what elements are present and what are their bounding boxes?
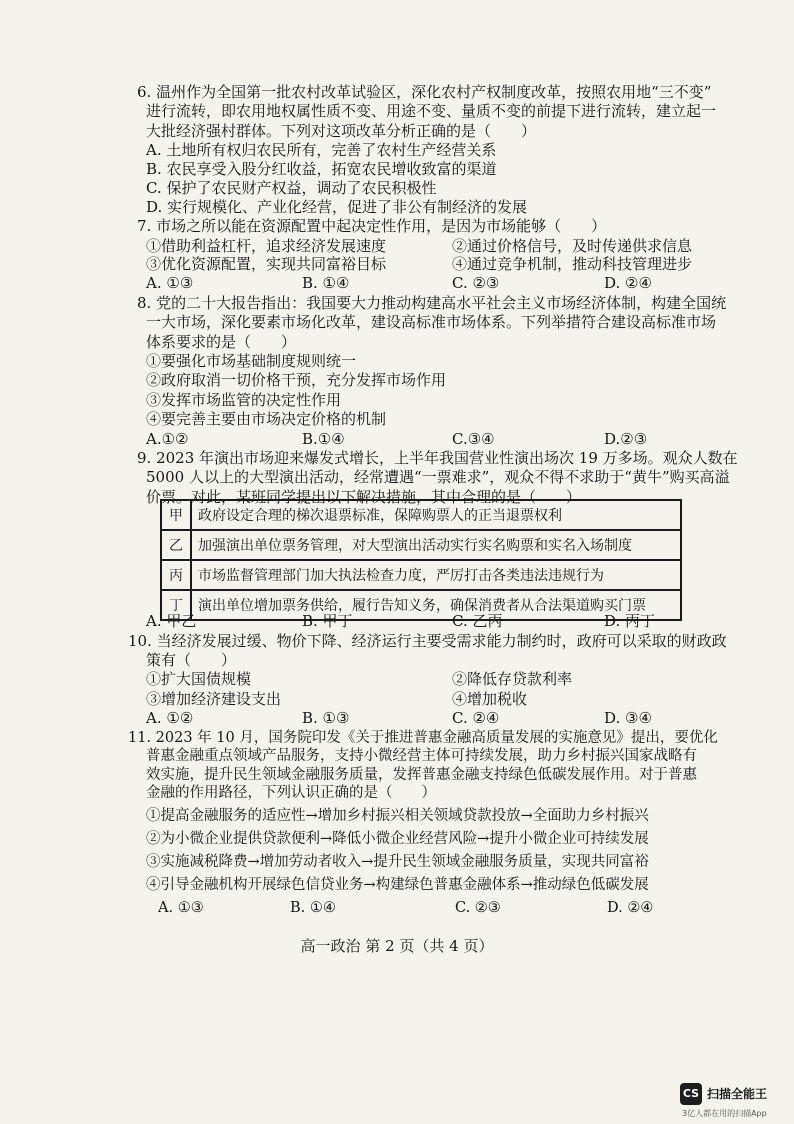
question-9-table — [160, 499, 682, 621]
page-footer: 高一政治 第 2 页（共 4 页） — [300, 937, 494, 955]
question-6-option-a: A. 土地所有权归农民所有，完善了农村生产经营关系 — [146, 141, 497, 159]
question-11-option-d: D. ②④ — [607, 900, 654, 916]
table-text: 政府设定合理的梯次退票标准，保障购票人的正当退票权利 — [191, 500, 681, 530]
question-11-stem-line-2: 普惠金融重点领域产品服务，支持小微经营主体可持续发展，助力乡村振兴国家战略有 — [146, 748, 697, 764]
question-7-item-2: ②通过价格信号，及时传递供求信息 — [452, 237, 693, 255]
question-9-option-a: A. 甲乙 — [146, 612, 197, 630]
question-10-option-b: B. ①③ — [302, 709, 350, 727]
camscanner-logo-icon: CS — [680, 1083, 702, 1105]
question-9-stem-line-3: 价票。对此，某班同学提出以下解决措施，其中合理的是（ ） — [146, 488, 582, 506]
question-10-option-a: A. ①② — [146, 709, 194, 727]
question-8-option-c: C.③④ — [452, 430, 495, 448]
question-10-option-d: D. ③④ — [604, 709, 652, 727]
question-11-item-1: ①提高金融服务的适应性→增加乡村振兴相关领域贷款投放→全面助力乡村振兴 — [146, 808, 649, 824]
question-8-stem-line-3: 体系要求的是（ ） — [146, 333, 297, 351]
question-6-stem-line-2: 进行流转，即农用地权属性质不变、用途不变、量质不变的前提下进行流转，建立起一 — [146, 102, 717, 120]
table-row — [161, 590, 681, 620]
question-8-option-a: A.①② — [146, 430, 189, 448]
question-7-item-4: ④通过竞争机制，推动科技管理进步 — [452, 255, 693, 273]
table-text: 市场监督管理部门加大执法检查力度，严厉打击各类违法违规行为 — [191, 560, 681, 590]
question-10-item-1: ①扩大国债规模 — [146, 670, 252, 688]
table-row — [161, 500, 681, 530]
question-9-option-d: D. 丙丁 — [604, 612, 656, 630]
question-6-option-d: D. 实行规模化、产业化经营，促进了非公有制经济的发展 — [146, 198, 528, 216]
question-9-option-c: C. 乙丙 — [452, 612, 503, 630]
watermark-name: 扫描全能王 — [707, 1087, 768, 1101]
question-7-option-b: B. ①④ — [302, 274, 350, 292]
question-6-stem-line-3: 大批经济强村群体。下列对这项改革分析正确的是（ ） — [146, 122, 537, 140]
watermark-tagline: 3亿人都在用的扫描App — [682, 1109, 767, 1118]
question-7-item-1: ①借助利益杠杆，追求经济发展速度 — [146, 237, 387, 255]
table-key: 丙 — [161, 560, 191, 590]
question-9-stem-line-2: 5000 人以上的大型演出活动，经常遭遇“一票难求”，观众不得不求助于“黄牛”购买高溢 — [146, 468, 730, 486]
question-7-option-c: C. ②③ — [452, 274, 500, 292]
question-7-option-d: D. ②④ — [604, 274, 652, 292]
question-10-item-2: ②降低存贷款利率 — [452, 670, 573, 688]
question-6-option-c: C. 保护了农民财产权益，调动了农民积极性 — [146, 179, 437, 197]
question-8-item-1: ①要强化市场基础制度规则统一 — [146, 352, 357, 370]
question-10-item-4: ④增加税收 — [452, 690, 528, 708]
question-7-item-3: ③优化资源配置，实现共同富裕目标 — [146, 255, 387, 273]
question-7-stem: 7. 市场之所以能在资源配置中起决定性作用，是因为市场能够（ ） — [137, 217, 607, 235]
question-10-stem-line-1: 10. 当经济发展过缓、物价下降、经济运行主要受需求能力制约时，政府可以采取的财政政 — [128, 632, 727, 650]
question-8-item-2: ②政府取消一切价格干预，充分发挥市场作用 — [146, 371, 447, 389]
question-11-option-c: C. ②③ — [455, 900, 501, 916]
question-10-option-c: C. ②④ — [452, 709, 500, 727]
question-8-stem-line-1: 8. 党的二十大报告指出：我国要大力推动构建高水平社会主义市场经济体制，构建全国统 — [137, 294, 727, 312]
question-8-item-4: ④要完善主要由市场决定价格的机制 — [146, 410, 387, 428]
table-row — [161, 530, 681, 560]
question-6-stem-line-1: 6. 温州作为全国第一批农村改革试验区，深化农村产权制度改革，按照农用地“三不变” — [137, 83, 712, 101]
table-key: 丁 — [161, 590, 191, 620]
question-11-item-3: ③实施减税降费→增加劳动者收入→提升民生领域金融服务质量，实现共同富裕 — [146, 854, 649, 870]
question-8-stem-line-2: 一大市场，深化要素市场化改革，建设高标准市场体系。下列举措符合建设高标准市场 — [146, 313, 717, 331]
question-9-stem-line-1: 9. 2023 年演出市场迎来爆发式增长，上半年我国营业性演出场次 19 万多场。观众人数在 — [137, 449, 738, 467]
table-text: 加强演出单位票务管理，对大型演出活动实行实名购票和实名入场制度 — [191, 530, 681, 560]
table-row — [161, 560, 681, 590]
question-11-stem-line-1: 11. 2023 年 10 月，国务院印发《关于推进普惠金融高质量发展的实施意见》提出，要优化 — [128, 730, 718, 746]
question-11-option-a: A. ①③ — [158, 900, 204, 916]
question-8-option-d: D.②③ — [604, 430, 648, 448]
question-11-stem-line-3: 效实施，提升民生领域金融服务质量，发挥普惠金融支持绿色低碳发展作用。对于普惠 — [146, 767, 697, 783]
table-key: 乙 — [161, 530, 191, 560]
question-11-stem-line-4: 金融的作用路径，下列认识正确的是（ ） — [146, 785, 436, 801]
question-11-item-2: ②为小微企业提供贷款便利→降低小微企业经营风险→提升小微企业可持续发展 — [146, 831, 649, 847]
table-text: 演出单位增加票务供给，履行告知义务，确保消费者从合法渠道购买门票 — [191, 590, 681, 620]
question-7-option-a: A. ①③ — [146, 274, 194, 292]
question-11-option-b: B. ①④ — [290, 900, 336, 916]
question-9-option-b: B. 甲丁 — [302, 612, 353, 630]
question-8-option-b: B.①④ — [302, 430, 345, 448]
question-8-item-3: ③发挥市场监管的决定性作用 — [146, 391, 342, 409]
question-10-stem-line-2: 策有（ ） — [146, 651, 237, 669]
question-11-item-4: ④引导金融机构开展绿色信贷业务→构建绿色普惠金融体系→推动绿色低碳发展 — [146, 877, 649, 893]
question-10-item-3: ③增加经济建设支出 — [146, 690, 282, 708]
table-key: 甲 — [161, 500, 191, 530]
question-6-option-b: B. 农民享受入股分红收益，拓宽农民增收致富的渠道 — [146, 160, 497, 178]
